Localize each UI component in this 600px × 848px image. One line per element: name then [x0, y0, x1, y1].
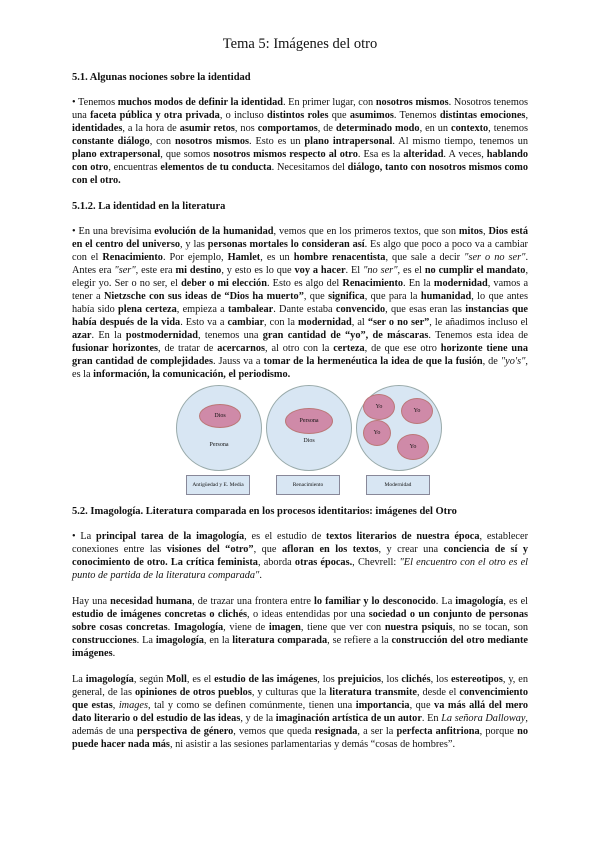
text-run: , Chevrell:: [352, 557, 400, 568]
bold-text: diálogo, tanto con nosotros mismos como con el otro.: [72, 162, 528, 186]
text-run: , o ideas entendidas por una: [247, 609, 369, 620]
text-run: , lo que antes había sido: [72, 291, 528, 315]
bold-text: personas mortales lo consideran así: [207, 239, 365, 250]
text-run: , establecer conexiones entre las: [72, 531, 528, 555]
text-run: , que: [303, 291, 329, 302]
label-renacimiento: Renacimiento: [276, 475, 340, 495]
text-run: • En una brevísima: [72, 226, 155, 237]
bold-text: faceta pública y otra privada: [90, 110, 220, 121]
bold-text: literatura transmite: [329, 687, 417, 698]
paragraph: [72, 96, 528, 187]
italic-text: "ser": [114, 265, 136, 276]
text-run: , es la: [72, 356, 528, 380]
text-run: . Nosotros tenemos una: [72, 97, 528, 121]
circle-outer-label: Persona: [209, 442, 229, 448]
circle-antiguedad: [176, 385, 262, 471]
bold-text: imagología: [85, 674, 134, 685]
text-run: . Esto es un: [249, 136, 305, 147]
text-run: , no se tocan, son: [452, 622, 529, 633]
bold-text: “ser o no ser”: [367, 317, 430, 328]
bold-text: identidades: [72, 123, 123, 134]
bold-text: necesidad humana: [110, 596, 193, 607]
italic-text: "El encuentro con el otro es el punto de partida de la literatura comparada": [72, 557, 528, 581]
text-run: , empieza a: [176, 304, 229, 315]
text-run: .: [112, 648, 116, 659]
bold-text: humanidad: [420, 291, 472, 302]
section-heading: 5.1.2. La identidad en la literatura: [72, 201, 226, 212]
text-run: , o incluso: [219, 110, 268, 121]
bold-text: determinado modo: [335, 123, 420, 134]
section-heading: 5.1. Algunas nociones sobre la identidad: [72, 72, 251, 83]
bold-text: convencimiento que estas: [72, 687, 528, 711]
text-run: , los: [381, 674, 402, 685]
bold-text: estudio de imágenes concretas o clichés: [72, 609, 248, 620]
bold-text: no cumplir el mandato: [424, 265, 526, 276]
paragraph: [72, 225, 528, 381]
bold-text: constante diálogo: [72, 136, 150, 147]
label-antiguedad: Antigüedad y E. Media: [186, 475, 250, 495]
text-run: , en un: [419, 123, 451, 134]
italic-text: "yo's": [500, 356, 526, 367]
circle-modernidad: [356, 385, 442, 471]
circle-outer-label: Dios: [303, 438, 315, 444]
text-run: , además de una: [72, 713, 528, 737]
bold-text: visiones del “otro”: [166, 544, 254, 555]
text-run: , y culturas que la: [251, 687, 330, 698]
bold-text: va más allá del mero dato literario o del estudio de las ideas: [72, 700, 529, 724]
text-run: . La: [136, 635, 156, 646]
bold-text: Renacimiento: [342, 278, 404, 289]
bold-text: muchos modos de definir la identidad: [117, 97, 283, 108]
text-run: ,: [525, 110, 529, 121]
text-run: , nos: [234, 123, 258, 134]
italic-text: "ser o no ser": [464, 252, 526, 263]
text-run: , en la: [203, 635, 233, 646]
text-run: . Al mismo tiempo, tenemos un: [392, 136, 528, 147]
bold-text: alteridad: [403, 149, 444, 160]
bold-text: asumir retos: [179, 123, 235, 134]
bold-text: tomar de la hermenéutica la idea de que la fusión: [263, 356, 483, 367]
bold-text: Imagología: [173, 622, 224, 633]
bold-text: cambiar: [227, 317, 265, 328]
section-5-2: [72, 505, 528, 751]
bold-text: comportamos: [257, 123, 318, 134]
bold-text: estudio de las imágenes: [214, 674, 318, 685]
text-run: que: [328, 110, 350, 121]
bold-text: fusionar horizontes: [72, 343, 159, 354]
bold-text: imagen: [268, 622, 301, 633]
text-run: , aborda: [257, 557, 295, 568]
bold-text: plano intrapersonal: [304, 136, 393, 147]
bold-text: acercarnos: [217, 343, 266, 354]
text-run: , de trazar una frontera entre: [192, 596, 315, 607]
text-run: . En primer lugar, con: [282, 97, 376, 108]
document-page: [72, 36, 528, 764]
text-run: , y crear una: [378, 544, 444, 555]
bold-text: lo familiar y lo desconocido: [314, 596, 436, 607]
text-run: , de: [317, 123, 336, 134]
text-run: , este era: [135, 265, 176, 276]
bold-text: textos literarios de nuestra época: [326, 531, 480, 542]
text-run: , porque: [479, 726, 518, 737]
bold-text: distintas emociones: [439, 110, 526, 121]
bold-text: prejuicios: [337, 674, 381, 685]
bold-text: Moll: [166, 674, 187, 685]
text-run: . En: [421, 713, 442, 724]
text-run: , según: [133, 674, 167, 685]
text-run: , tenemos una: [198, 330, 263, 341]
bold-text: horizonte tiene una gran cantidad de complejidades: [72, 343, 529, 367]
italic-text: "no ser": [363, 265, 398, 276]
text-run: , y las: [179, 239, 208, 250]
text-run: , le añadimos incluso el: [429, 317, 529, 328]
text-run: . Es algo que poco a poco va a cambiar con el: [72, 239, 528, 263]
text-run: , y de la: [240, 713, 276, 724]
text-run: . Antes era: [72, 252, 529, 276]
text-run: , tal y como se definen comúnmente, tienen una: [147, 700, 356, 711]
text-run: La: [72, 674, 86, 685]
text-run: . En la: [403, 278, 434, 289]
bold-text: instancias que había después de la vida: [72, 304, 528, 328]
text-run: , al otro con la: [265, 343, 334, 354]
text-run: , con: [149, 136, 175, 147]
text-run: . Tenemos: [393, 110, 440, 121]
bold-text: evolución de la humanidad: [154, 226, 274, 237]
text-run: , vemos que en los primeros textos, que son: [273, 226, 459, 237]
text-run: , de: [482, 356, 501, 367]
paragraph: [72, 595, 528, 660]
bold-text: voy a hacer: [294, 265, 346, 276]
text-run: , tenemos: [488, 123, 529, 134]
text-run: , vamos a tener a: [72, 278, 529, 302]
text-run: .: [259, 570, 262, 581]
text-run: , que esas eran las: [385, 304, 466, 315]
bold-text: convencido: [335, 304, 386, 315]
blob-yo: Yo: [363, 394, 395, 420]
bold-text: plano extrapersonal: [72, 149, 161, 160]
text-run: , encuentras: [108, 162, 161, 173]
text-run: , que somos: [160, 149, 214, 160]
bold-text: distintos roles: [267, 110, 329, 121]
blob-yo: Yo: [401, 398, 433, 424]
bold-text: clichés: [401, 674, 431, 685]
bold-text: hombre renacentista: [293, 252, 386, 263]
text-run: . El: [345, 265, 364, 276]
text-run: , que: [409, 700, 435, 711]
bold-text: Dios está en el centro del universo: [72, 226, 528, 250]
bold-text: mitos: [458, 226, 483, 237]
text-run: , tiene que ver con: [300, 622, 385, 633]
bold-text: contexto: [451, 123, 489, 134]
text-run: ,: [482, 226, 489, 237]
text-run: . Esto es algo del: [266, 278, 343, 289]
bold-text: Renacimiento: [102, 252, 163, 263]
bold-text: deber o mi elección: [181, 278, 267, 289]
text-run: , que para la: [364, 291, 421, 302]
bold-text: no puede hacer nada más: [72, 726, 528, 750]
text-run: , con la: [264, 317, 298, 328]
paragraph: [72, 530, 528, 582]
text-run: , a ser la: [357, 726, 397, 737]
bold-text: principal tarea de la imagología: [96, 531, 245, 542]
bold-text: opiniones de otros pueblos: [134, 687, 252, 698]
text-run: . Por ejemplo,: [162, 252, 228, 263]
text-run: , desde el: [416, 687, 460, 698]
text-run: , y esto es lo que: [221, 265, 295, 276]
text-run: , se refiere a la: [327, 635, 392, 646]
bold-text: afloran en los textos: [281, 544, 379, 555]
bold-text: modernidad: [433, 278, 488, 289]
blob-dios: Dios: [199, 404, 241, 428]
bold-text: nosotros mismos: [375, 97, 449, 108]
text-run: . Dante estaba: [273, 304, 336, 315]
bold-text: Nietzsche con sus ideas de “Dios ha muerto”: [103, 291, 304, 302]
bold-text: mi destino: [175, 265, 222, 276]
text-run: , es el: [186, 674, 215, 685]
blob-yo: Yo: [363, 420, 391, 446]
text-run: , al: [351, 317, 368, 328]
bold-text: nosotros mismos respecto al otro: [213, 149, 358, 160]
text-run: , de que ese otro: [364, 343, 441, 354]
bold-text: hablando con otro: [72, 149, 529, 173]
bold-text: elementos de tu conducta: [160, 162, 272, 173]
text-run: Hay una: [72, 596, 111, 607]
text-run: , vemos que queda: [233, 726, 315, 737]
text-run: . Jauss va a: [213, 356, 264, 367]
bold-text: conciencia de sí y conocimiento de otro. La crítica feminista: [72, 544, 529, 568]
text-run: , elegir yo. Ser o no ser, el: [72, 265, 529, 289]
text-run: . En la: [91, 330, 126, 341]
bold-text: sociedad o un conjunto de personas sobre cosas concretas: [72, 609, 528, 633]
text-run: , es el estudio de: [244, 531, 327, 542]
text-run: , y, en general, de las: [72, 674, 529, 698]
italic-text: images: [118, 700, 148, 711]
bold-text: imagología: [155, 635, 204, 646]
paragraph: [72, 673, 528, 751]
text-run: , de tratar de: [158, 343, 218, 354]
text-run: . Esto va a: [180, 317, 228, 328]
bold-text: modernidad: [297, 317, 352, 328]
bold-text: imagología: [455, 596, 504, 607]
section-heading: 5.2. Imagología. Literatura comparada en los procesos identitarios: imágenes del Otro: [72, 506, 457, 517]
text-run: , a la hora de: [122, 123, 180, 134]
bold-text: construcciones: [72, 635, 137, 646]
bold-text: otras épocas.: [294, 557, 353, 568]
text-run: , los: [430, 674, 451, 685]
bold-text: perspectiva de género: [136, 726, 234, 737]
blob-yo: Yo: [397, 434, 429, 460]
bold-text: perfecta anfitriona: [396, 726, 480, 737]
bold-text: importancia: [355, 700, 410, 711]
bold-text: resignada: [314, 726, 358, 737]
bold-text: significa: [328, 291, 365, 302]
bold-text: información, la comunicación, el periodismo.: [93, 369, 291, 380]
text-run: , que sale a decir: [385, 252, 465, 263]
text-run: , es el: [503, 596, 529, 607]
text-run: .: [167, 622, 174, 633]
label-modernidad: Modernidad: [366, 475, 430, 495]
text-run: ,: [112, 700, 119, 711]
text-run: , los: [317, 674, 338, 685]
text-run: , es un: [260, 252, 294, 263]
bold-text: Hamlet: [227, 252, 261, 263]
bold-text: gran cantidad de “yo”, de máscaras: [262, 330, 429, 341]
text-run: • Tenemos: [72, 97, 118, 108]
bold-text: estereotipos: [450, 674, 503, 685]
bold-text: construcción del otro mediante imágenes: [72, 635, 529, 659]
bold-text: nuestra psiquis: [384, 622, 453, 633]
bold-text: certeza: [333, 343, 365, 354]
text-run: . La: [435, 596, 456, 607]
bold-text: literatura comparada: [232, 635, 328, 646]
identity-diagram: [72, 385, 528, 495]
circle-renacimiento: [266, 385, 352, 471]
text-run: . Tenemos esta idea de: [428, 330, 529, 341]
blob-persona: Persona: [285, 408, 333, 434]
text-run: • La: [72, 531, 96, 542]
text-run: . Necesitamos del: [271, 162, 348, 173]
bold-text: azar: [72, 330, 92, 341]
text-run: . A veces,: [443, 149, 487, 160]
section-5-1: [72, 71, 528, 187]
page-title: Tema 5: Imágenes del otro: [222, 36, 378, 52]
bold-text: tambalear: [228, 304, 274, 315]
bold-text: nosotros mismos: [174, 136, 250, 147]
text-run: , viene de: [223, 622, 269, 633]
text-run: , es el: [397, 265, 425, 276]
bold-text: imaginación artística de un autor: [275, 713, 422, 724]
italic-text: La señora Dalloway: [441, 713, 526, 724]
bold-text: asumimos: [349, 110, 394, 121]
text-run: , que: [253, 544, 282, 555]
text-run: . Esa es la: [357, 149, 404, 160]
section-5-1-2: [72, 200, 528, 381]
bold-text: plena certeza: [118, 304, 177, 315]
text-run: , ni asistir a las sesiones parlamentarias y demás “cosas de hombres”.: [169, 739, 456, 750]
bold-text: postmodernidad: [125, 330, 198, 341]
